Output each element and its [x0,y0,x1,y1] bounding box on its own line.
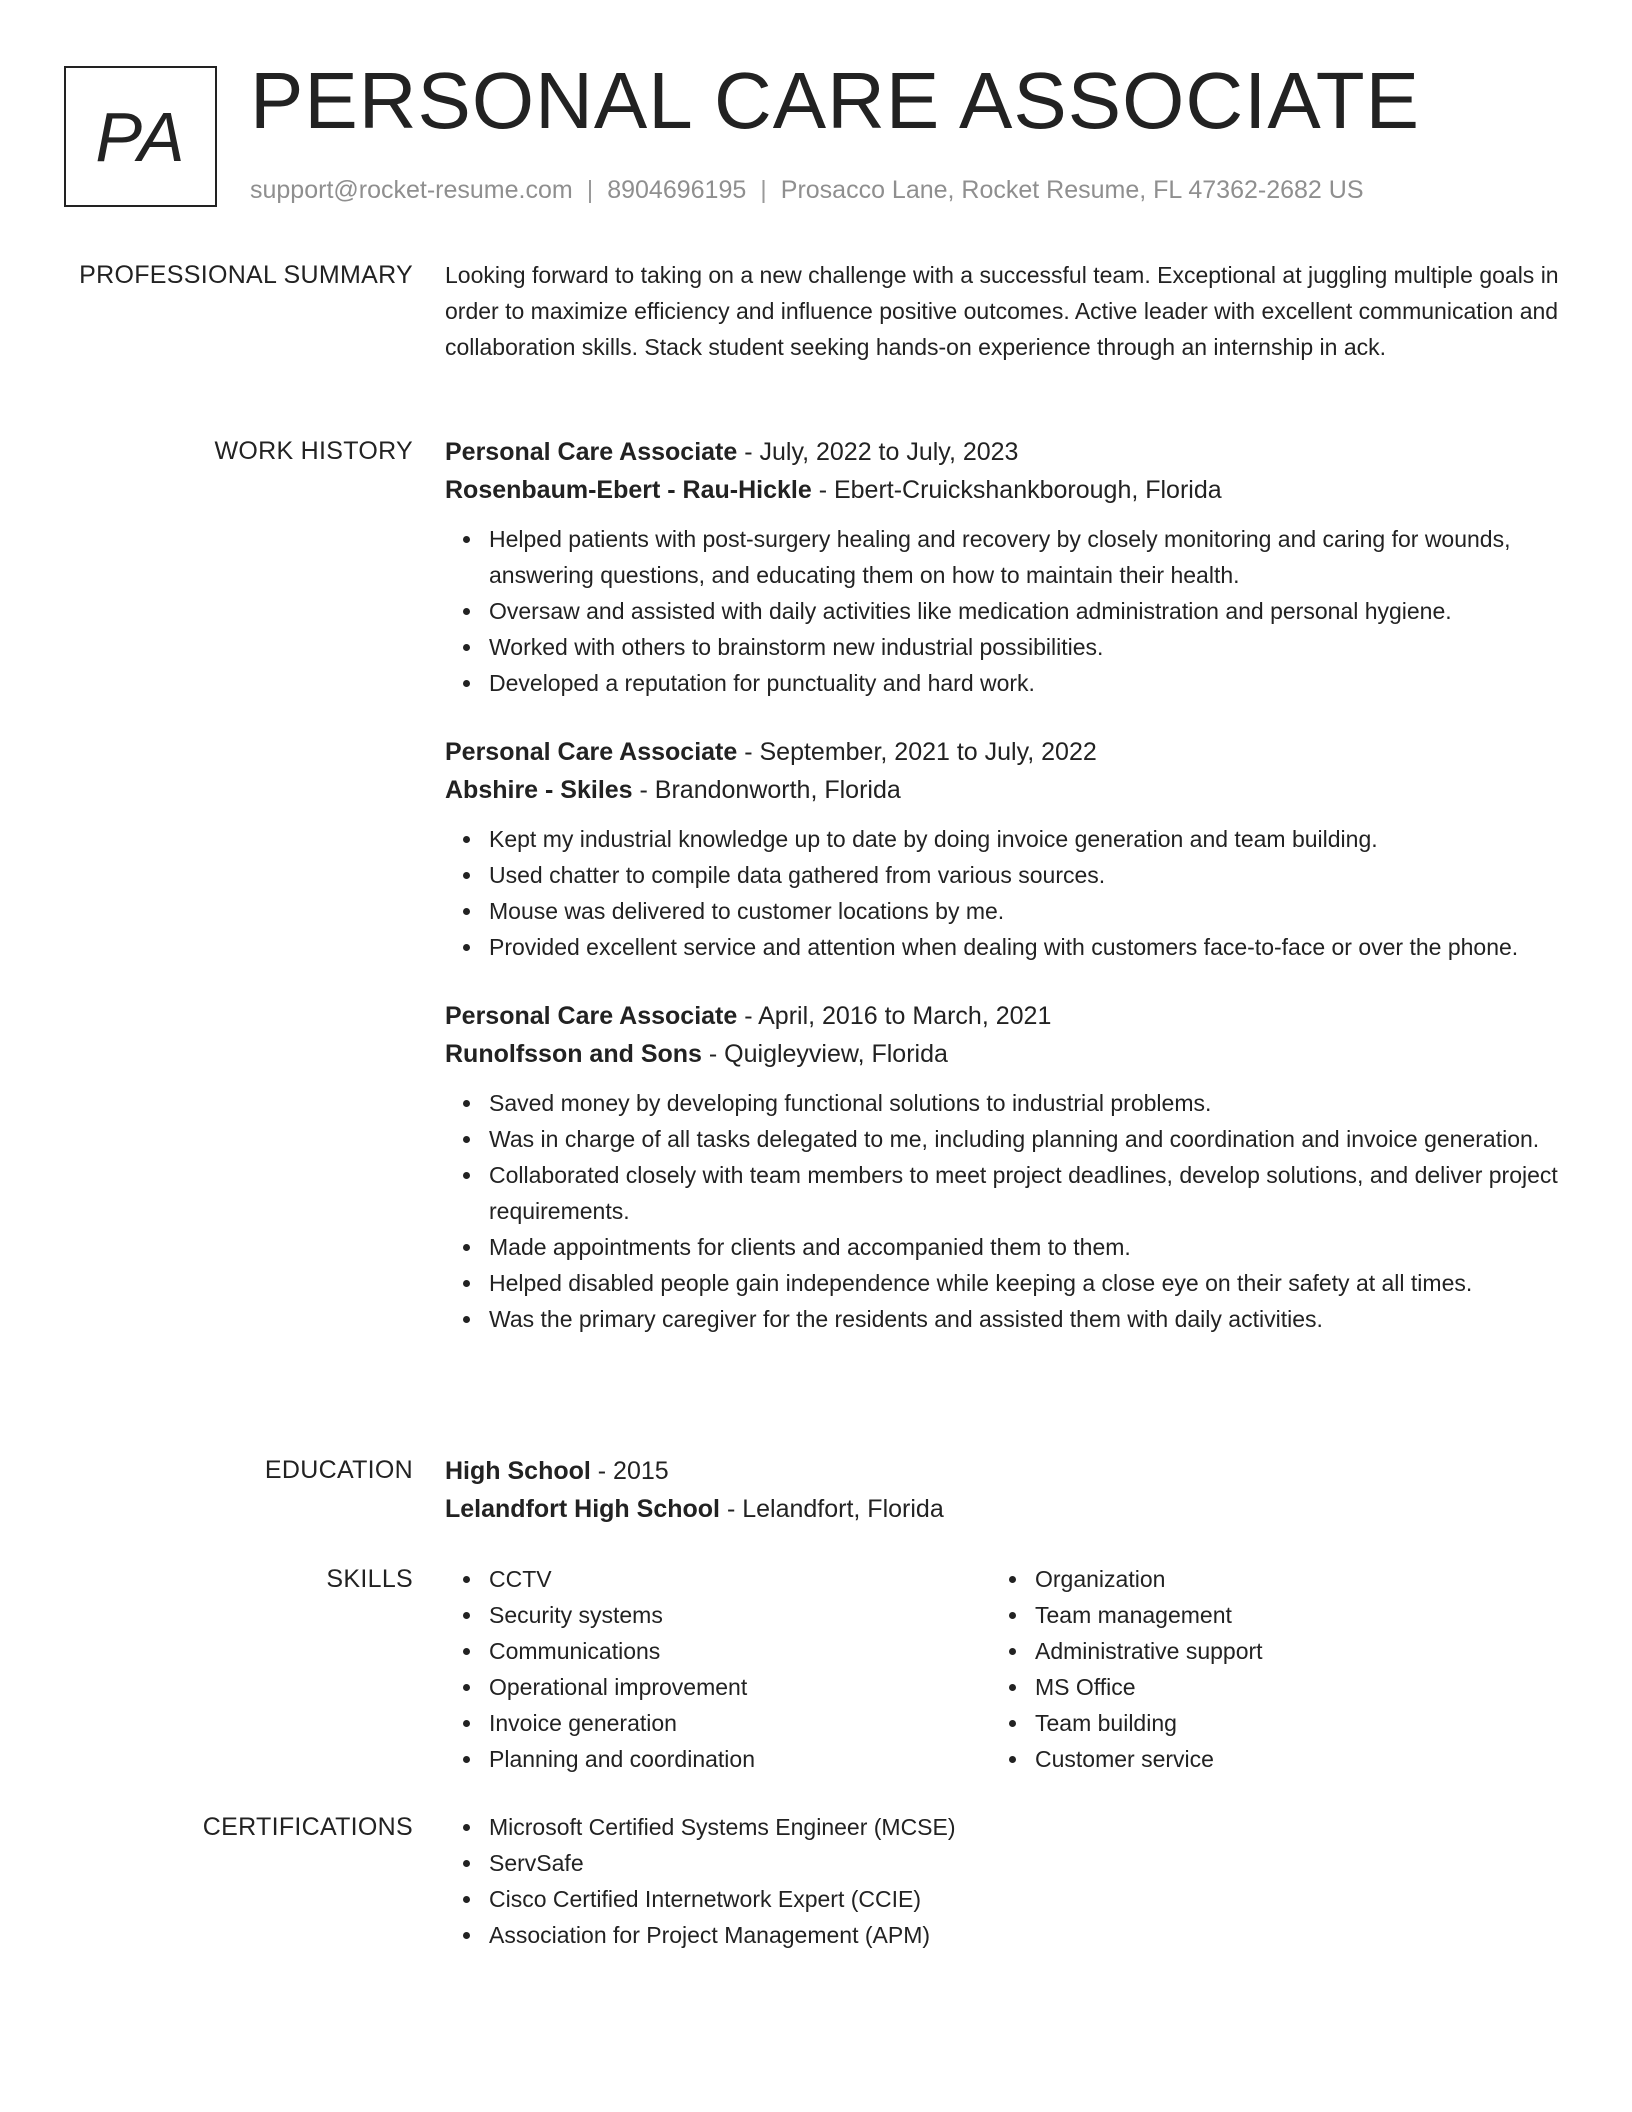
summary-body [445,257,1565,365]
job-location: - Brandonworth, Florida [632,776,901,804]
job-dates: - July, 2022 to July, 2023 [737,438,1019,466]
skill-item: Planning and coordination [489,1741,991,1777]
job-role: Personal Care Associate [445,438,738,466]
job-bullet: Oversaw and assisted with daily activities like medication administration and personal hygiene. [489,593,1565,629]
job-company: Rosenbaum-Ebert - Rau-Hickle [445,476,812,504]
job-bullet-list [445,521,1565,701]
job-title-line [445,733,1565,771]
job-bullet: Developed a reputation for punctuality and hard work. [489,665,1565,701]
job-bullet: Was in charge of all tasks delegated to me, including planning and coordination and invoice generation. [489,1121,1565,1157]
job-bullet: Saved money by developing functional solutions to industrial problems. [489,1085,1565,1121]
education-school: Lelandfort High School [445,1495,720,1523]
skill-item: Security systems [489,1597,991,1633]
monogram-logo: PA [64,66,217,207]
job-role: Personal Care Associate [445,738,738,766]
page-title: PERSONAL CARE ASSOCIATE [250,56,1420,145]
job-bullet: Kept my industrial knowledge up to date by doing invoice generation and team building. [489,821,1565,857]
job-bullet: Was the primary caregiver for the residents and assisted them with daily activities. [489,1301,1565,1337]
contact-address: Prosacco Lane, Rocket Resume, FL 47362-2682 US [780,176,1364,204]
job-title-line [445,997,1565,1035]
education-body [445,1452,1565,1528]
job-entry [445,433,1565,701]
education-degree-line [445,1452,1565,1490]
job-entry [445,997,1565,1337]
skill-item: Invoice generation [489,1705,991,1741]
certifications-body [445,1809,1565,1953]
skill-item: Operational improvement [489,1669,991,1705]
education-year: - 2015 [590,1457,669,1485]
certification-item: ServSafe [489,1845,1565,1881]
education-school-line [445,1490,1565,1528]
job-company: Abshire - Skiles [445,776,633,804]
contact-separator: | [586,176,594,204]
job-bullet-list [445,1085,1565,1337]
section-title-certifications: CERTIFICATIONS [202,1813,413,1841]
job-bullet: Worked with others to brainstorm new industrial possibilities. [489,629,1565,665]
job-company: Runolfsson and Sons [445,1040,702,1068]
skill-item: Administrative support [1035,1633,1537,1669]
section-title-education: EDUCATION [264,1456,413,1484]
job-company-line [445,771,1565,809]
job-bullet-list [445,821,1565,965]
skill-item: CCTV [489,1561,991,1597]
skill-item: Team building [1035,1705,1537,1741]
contact-separator: | [760,176,767,204]
job-bullet: Mouse was delivered to customer locations by me. [489,893,1565,929]
summary-text: Looking forward to taking on a new challenge with a successful team. Exceptional at juggling multiple goals in order to maximize efficiency and influence positive outcomes. Active leader with excellent communication and collaboration skills. Stack student seeking hands-on experience through an internship in ack. [445,262,1559,360]
skill-item: MS Office [1035,1669,1537,1705]
section-title-skills: SKILLS [326,1565,413,1593]
job-location: - Ebert-Cruickshankborough, Florida [811,476,1222,504]
contact-email: support@rocket-resume.com [250,176,573,204]
job-location: - Quigleyview, Florida [701,1040,948,1068]
job-bullet: Helped disabled people gain independence while keeping a close eye on their safety at all times. [489,1265,1565,1301]
skills-body [445,1561,1565,1777]
job-entry [445,733,1565,965]
job-bullet: Collaborated closely with team members to meet project deadlines, develop solutions, and deliver project requirements. [489,1157,1565,1229]
education-location: - Lelandfort, Florida [720,1495,944,1523]
certification-item: Association for Project Management (APM) [489,1917,1565,1953]
skill-item: Organization [1035,1561,1537,1597]
skill-item: Communications [489,1633,991,1669]
job-company-line [445,471,1565,509]
job-bullet: Provided excellent service and attention when dealing with customers face-to-face or over the phone. [489,929,1565,965]
job-role: Personal Care Associate [445,1002,738,1030]
job-dates: - April, 2016 to March, 2021 [737,1002,1052,1030]
certification-item: Cisco Certified Internetwork Expert (CCIE) [489,1881,1565,1917]
skill-item: Customer service [1035,1741,1537,1777]
skills-list-left [445,1561,991,1777]
job-bullet: Helped patients with post-surgery healing and recovery by closely monitoring and caring for wounds, answering questions, and educating them on how to maintain their health. [489,521,1565,593]
job-bullet: Used chatter to compile data gathered from various sources. [489,857,1565,893]
education-degree: High School [445,1457,591,1485]
job-company-line [445,1035,1565,1073]
skills-list-right [991,1561,1537,1777]
section-title-work-history: WORK HISTORY [214,437,413,465]
contact-line [250,173,1364,207]
job-dates: - September, 2021 to July, 2022 [737,738,1097,766]
certifications-list [445,1809,1565,1953]
contact-phone: 8904696195 [607,176,747,204]
section-title-summary: PROFESSIONAL SUMMARY [79,261,413,289]
job-title-line [445,433,1565,471]
skill-item: Team management [1035,1597,1537,1633]
work-history-body [445,433,1565,1369]
certification-item: Microsoft Certified Systems Engineer (MCSE) [489,1809,1565,1845]
job-bullet: Made appointments for clients and accompanied them to them. [489,1229,1565,1265]
